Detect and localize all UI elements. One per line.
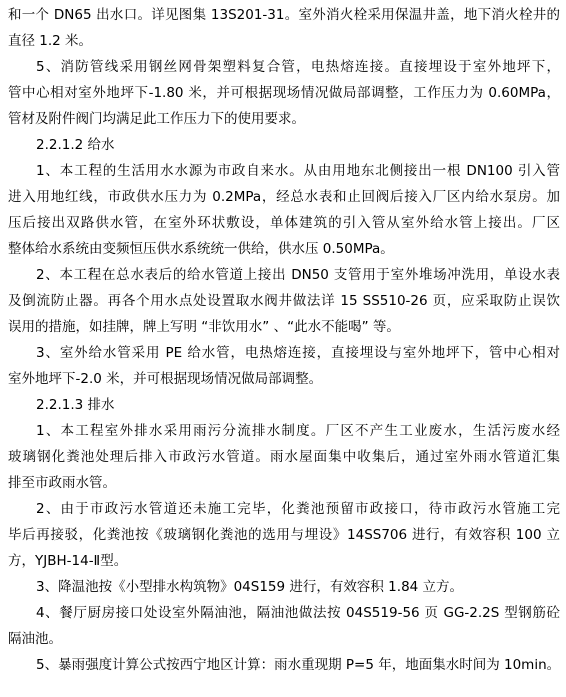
text-line: 管材及附件阀门均满足此工作压力下的使用要求。 <box>8 111 305 127</box>
section-heading: 2.2.1.3 排水 <box>36 397 115 413</box>
text-line: 进入用地红线，市政供水压力为 0.2MPa，经总水表和止回阀后接入厂区内给水泵房。加 <box>8 189 560 205</box>
text-line: 误用的措施，如挂牌，牌上写明 “非饮用水” 、“此水不能喝” 等。 <box>8 319 400 335</box>
text-line: 和一个 DN65 出水口。详见图集 13S201-31。室外消火栓采用保温井盖，地下消火栓井的 <box>8 7 560 23</box>
section-heading: 2.2.1.2 给水 <box>36 137 115 153</box>
text-line: 隔油池。 <box>8 631 62 647</box>
text-line: 2、由于市政污水管道还未施工完毕，化粪池预留市政接口，待市政污水管施工完 <box>36 501 560 517</box>
text-line: 5、暴雨强度计算公式按西宁地区计算：雨水重现期 P=5 年，地面集水时间为 10min。 <box>36 657 560 673</box>
text-line: 直径 1.2 米。 <box>8 33 93 49</box>
text-line: 2、本工程在总水表后的给水管道上接出 DN50 支管用于室外堆场冲洗用，单设水表 <box>36 267 560 283</box>
text-line: 1、本工程的生活用水水源为市政自来水。从由用地东北侧接出一根 DN100 引入管 <box>36 163 560 179</box>
text-line: 压后接出双路供水管，在室外环状敷设，单体建筑的引入管从室外给水管上接出。厂区 <box>8 215 560 231</box>
text-line: 毕后再接驳，化粪池按《玻璃钢化粪池的选用与埋设》14SS706 进行，有效容积 100 立 <box>8 527 560 543</box>
text-line: 3、降温池按《小型排水构筑物》04S159 进行，有效容积 1.84 立方。 <box>36 579 464 595</box>
text-line: 5、消防管线采用钢丝网骨架塑料复合管，电热熔连接。直接埋设于室外地坪下， <box>36 59 560 75</box>
text-line: 管中心相对室外地坪下-1.80 米，并可根据现场情况做局部调整，工作压力为 0.60MPa， <box>8 85 560 101</box>
text-line: 3、室外给水管采用 PE 给水管，电热熔连接，直接埋设与室外地坪下，管中心相对 <box>36 345 560 361</box>
text-line: 整体给水系统由变频恒压供水系统统一供给，供水压 0.50MPa。 <box>8 241 394 257</box>
text-line: 及倒流防止器。再各个用水点处设置取水阀井做法详 15 SS510-26 页，应采取防止误饮 <box>8 293 560 309</box>
text-line: 排至市政雨水管。 <box>8 475 116 491</box>
text-line: 室外地坪下-2.0 米，并可根据现场情况做局部调整。 <box>8 371 323 387</box>
text-line: 4、餐厅厨房接口处设室外隔油池，隔油池做法按 04S519-56 页 GG-2.2S 型钢筋砼 <box>36 605 560 621</box>
text-line: 玻璃钢化粪池处理后排入市政污水管道。雨水屋面集中收集后，通过室外雨水管道汇集 <box>8 449 560 465</box>
text-line: 1、本工程室外排水采用雨污分流排水制度。厂区不产生工业废水，生活污废水经 <box>36 423 560 439</box>
text-line: 方，YJBH-14-Ⅱ型。 <box>8 553 128 569</box>
